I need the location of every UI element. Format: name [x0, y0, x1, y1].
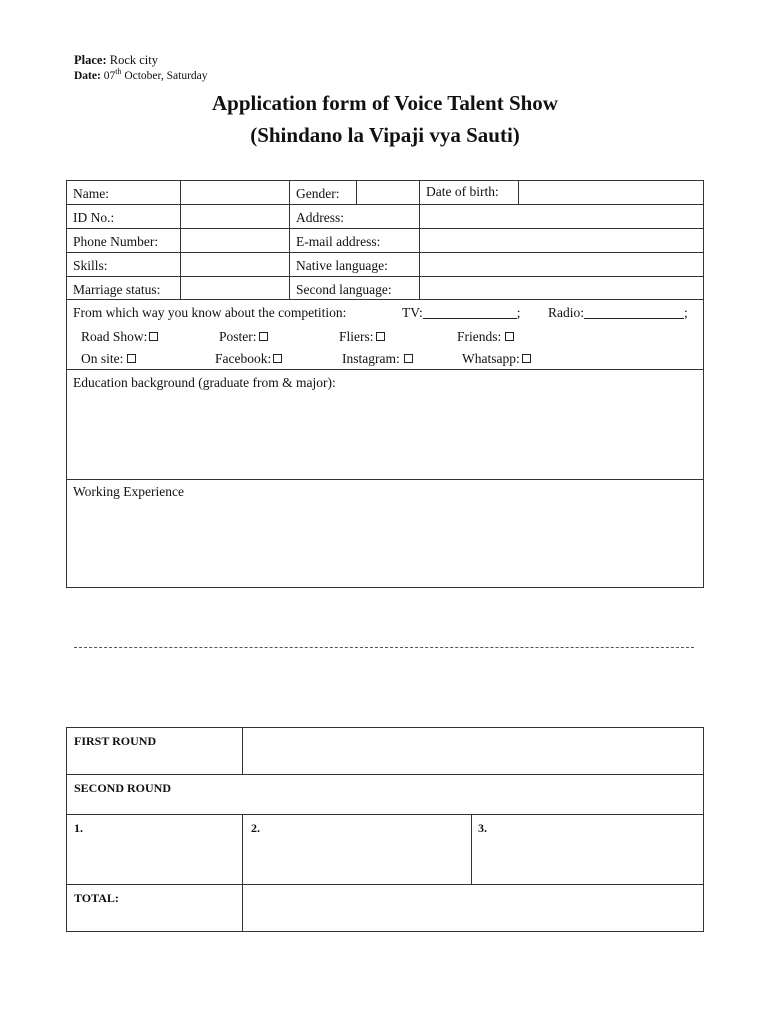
phone-label: Phone Number: [73, 234, 159, 249]
on-site-checkbox[interactable] [127, 354, 136, 363]
date-label: Date: [74, 70, 101, 82]
table-line [66, 299, 704, 300]
marriage-field[interactable] [181, 277, 289, 299]
friends-checkbox[interactable] [505, 332, 514, 341]
instagram-checkbox[interactable] [404, 354, 413, 363]
judge-1-label: 1. [74, 821, 83, 835]
poster-checkbox[interactable] [259, 332, 268, 341]
table-line [66, 587, 704, 588]
tv-label: TV: [402, 305, 423, 320]
tv-blank[interactable] [423, 306, 517, 319]
table-line [703, 727, 704, 932]
radio-label: Radio: [548, 305, 584, 320]
road-show-checkbox[interactable] [149, 332, 158, 341]
date-line [74, 69, 208, 84]
source-question: From which way you know about the competition: [73, 305, 347, 320]
fliers-option[interactable] [339, 329, 385, 345]
dob-field[interactable] [519, 181, 703, 204]
judge-3-label: 3. [478, 821, 487, 835]
email-label: E-mail address: [296, 234, 381, 249]
phone-field[interactable] [181, 229, 289, 252]
experience-field[interactable] [67, 502, 703, 587]
education-label: Education background (graduate from & major): [73, 375, 336, 390]
table-line [66, 479, 704, 480]
radio-blank[interactable] [584, 306, 684, 319]
date-rest: October, Saturday [124, 70, 208, 82]
date-day: 07 [103, 70, 116, 82]
total-label: TOTAL: [74, 891, 119, 905]
table-line [289, 180, 290, 299]
first-round-label: FIRST ROUND [74, 734, 157, 748]
name-field[interactable] [181, 181, 289, 204]
first-round-score-field[interactable] [243, 728, 703, 774]
email-field[interactable] [420, 229, 703, 252]
whatsapp-label: Whatsapp: [462, 351, 520, 366]
friends-label: Friends: [457, 329, 502, 344]
place-label: Place: [74, 53, 107, 67]
cut-line-divider [74, 647, 694, 648]
judge-3-score-field[interactable] [472, 815, 703, 884]
gender-label: Gender: [296, 186, 340, 201]
judge-1-score-field[interactable] [67, 815, 242, 884]
marriage-label: Marriage status: [73, 282, 161, 297]
whatsapp-checkbox[interactable] [522, 354, 531, 363]
tv-separator: ; [516, 305, 521, 320]
education-field[interactable] [67, 393, 703, 479]
facebook-option[interactable] [215, 351, 282, 367]
instagram-option[interactable] [342, 351, 413, 367]
skills-field[interactable] [181, 253, 289, 276]
on-site-label: On site: [81, 351, 124, 366]
name-label: Name: [73, 186, 109, 201]
gender-field[interactable] [357, 181, 419, 204]
second-language-label: Second language: [296, 282, 392, 297]
place-line [74, 53, 158, 68]
form-subtitle: (Shindano la Vipaji vya Sauti) [250, 123, 520, 147]
road-show-option[interactable] [81, 329, 158, 345]
road-show-label: Road Show: [81, 329, 148, 344]
table-line [703, 180, 704, 588]
table-line [66, 774, 704, 775]
address-label: Address: [296, 210, 344, 225]
table-line [66, 369, 704, 370]
id-field[interactable] [181, 205, 289, 228]
radio-option[interactable] [548, 305, 688, 321]
second-language-field[interactable] [420, 277, 703, 299]
friends-option[interactable] [457, 329, 514, 345]
native-language-label: Native language: [296, 258, 388, 273]
poster-label: Poster: [219, 329, 257, 344]
native-language-field[interactable] [420, 253, 703, 276]
whatsapp-option[interactable] [462, 351, 531, 367]
poster-option[interactable] [219, 329, 268, 345]
second-round-label: SECOND ROUND [74, 781, 172, 795]
fliers-label: Fliers: [339, 329, 374, 344]
facebook-checkbox[interactable] [273, 354, 282, 363]
total-score-field[interactable] [243, 885, 703, 931]
place-value: Rock city [109, 53, 159, 67]
judge-2-label: 2. [251, 821, 260, 835]
facebook-label: Facebook: [215, 351, 272, 366]
date-suffix: th [115, 67, 122, 76]
dob-label: Date of birth: [426, 184, 499, 199]
id-label: ID No.: [73, 210, 115, 225]
experience-label: Working Experience [73, 484, 184, 499]
form-title: Application form of Voice Talent Show [212, 91, 558, 115]
instagram-label: Instagram: [342, 351, 400, 366]
fliers-checkbox[interactable] [376, 332, 385, 341]
table-line [66, 931, 704, 932]
tv-option[interactable] [402, 305, 521, 321]
radio-separator: ; [684, 305, 688, 320]
judge-2-score-field[interactable] [243, 815, 471, 884]
address-field[interactable] [420, 205, 703, 228]
skills-label: Skills: [73, 258, 108, 273]
on-site-option[interactable] [81, 351, 136, 367]
